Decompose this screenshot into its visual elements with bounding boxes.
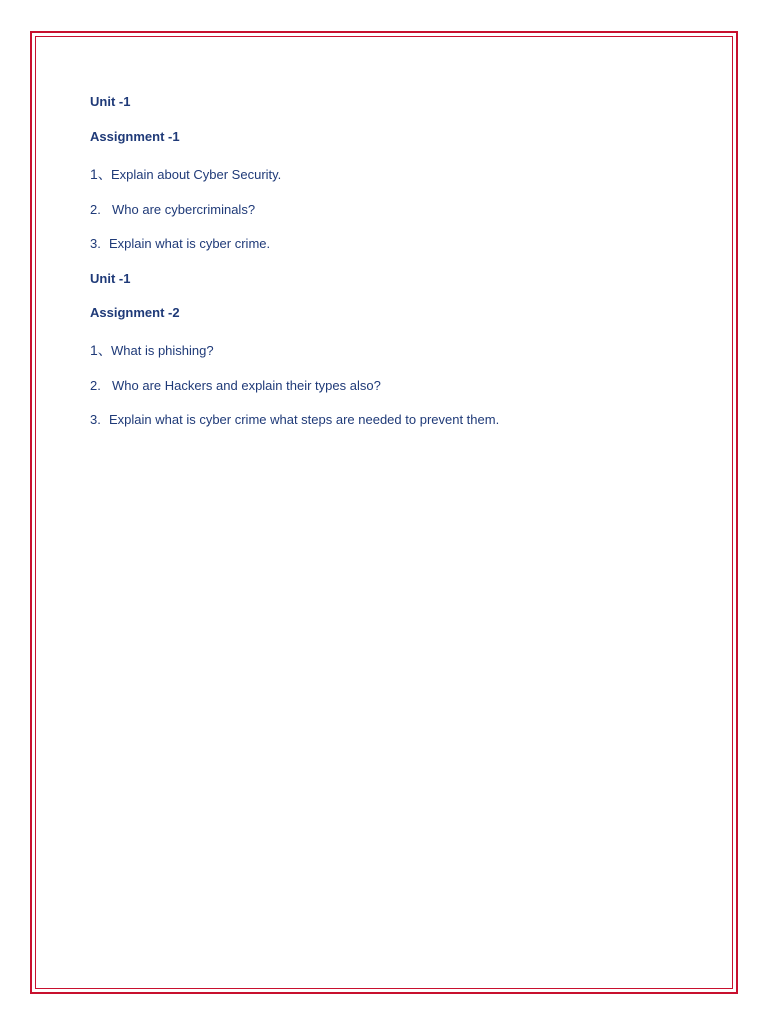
unit-heading-1: Unit -1 bbox=[90, 94, 131, 109]
question-item bbox=[90, 202, 255, 218]
assignment-heading-1: Assignment -1 bbox=[90, 129, 180, 144]
question-item bbox=[90, 236, 270, 252]
question-number: 2. bbox=[90, 202, 101, 217]
question-item bbox=[90, 378, 381, 394]
question-text: Explain what is cyber crime. bbox=[109, 236, 271, 251]
question-item bbox=[90, 342, 214, 359]
question-text: What is phishing? bbox=[111, 343, 214, 358]
question-text: Who are cybercriminals? bbox=[112, 202, 256, 217]
question-item bbox=[90, 166, 281, 183]
question-number: 3. bbox=[90, 236, 101, 251]
question-number: 1、 bbox=[90, 342, 112, 358]
unit-heading-2: Unit -1 bbox=[90, 271, 131, 286]
question-text: Who are Hackers and explain their types also? bbox=[112, 378, 381, 393]
question-number: 3. bbox=[90, 412, 101, 427]
question-item bbox=[90, 412, 499, 428]
assignment-heading-2: Assignment -2 bbox=[90, 305, 180, 320]
question-number: 2. bbox=[90, 378, 101, 393]
question-text: Explain about Cyber Security. bbox=[111, 167, 282, 182]
question-number: 1、 bbox=[90, 166, 112, 182]
question-text: Explain what is cyber crime what steps are needed to prevent them. bbox=[109, 412, 500, 427]
